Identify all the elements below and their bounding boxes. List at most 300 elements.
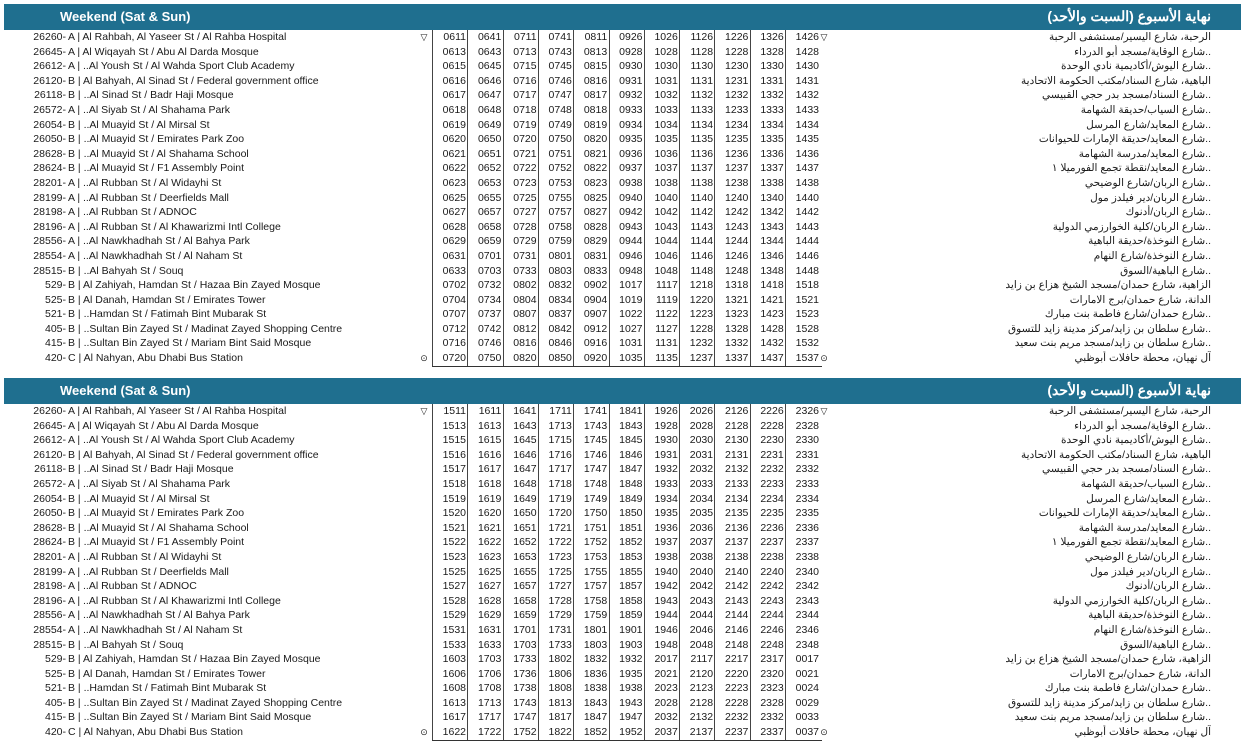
departure-time: 1117 [644, 278, 680, 293]
departure-time: 0616 [432, 74, 468, 89]
stop-name-ar: ..شارع سلطان بن زايد/مسجد مريم بنت سعيد [1014, 711, 1211, 724]
departure-time: 1847 [609, 462, 645, 477]
departure-time: 1643 [503, 419, 539, 434]
departure-times [432, 74, 820, 89]
departure-time: 0801 [538, 249, 574, 264]
departure-time: 0907 [573, 307, 609, 322]
departure-time: 1521 [432, 521, 468, 536]
departure-time: 0816 [503, 336, 539, 351]
stop-name-en: B | ..Sultan Bin Zayed St / Mariam Bint Said Mosque [68, 337, 312, 350]
table-row [4, 161, 1241, 176]
departure-time: 1436 [785, 147, 821, 162]
departure-time: 0759 [538, 234, 574, 249]
departure-time: 1131 [644, 336, 680, 351]
departure-time: 1438 [785, 176, 821, 191]
stop-name-ar: ..شارع السياب/حديقة الشهامة [1080, 103, 1211, 116]
table-row [4, 351, 1241, 366]
departure-time: 1237 [714, 161, 750, 176]
departure-time: 1852 [609, 535, 645, 550]
departure-time: 1721 [538, 521, 574, 536]
departure-time: 2348 [785, 638, 821, 653]
departure-times [432, 322, 820, 337]
stop-name-en: B | ..Al Sinad St / Badr Haji Mosque [68, 463, 234, 476]
departure-time: 1937 [644, 535, 680, 550]
stop-name-en: A | ..Al Nawkhadhah St / Al Naham St [68, 249, 243, 262]
departure-time: 2333 [785, 477, 821, 492]
table-row [4, 59, 1241, 74]
stop-code: 28199- [33, 565, 66, 578]
departure-time: 1859 [609, 608, 645, 623]
departure-time: 1748 [573, 477, 609, 492]
table-row [4, 623, 1241, 638]
departure-time: 1731 [538, 623, 574, 638]
departure-time: 0628 [432, 220, 468, 235]
departure-time: 2028 [679, 419, 715, 434]
table-row [4, 608, 1241, 623]
departure-time: 1648 [503, 477, 539, 492]
departure-time: 1741 [573, 404, 609, 419]
departure-time: 1142 [679, 205, 715, 220]
departure-time: 1855 [609, 565, 645, 580]
departure-time: 1234 [714, 118, 750, 133]
departure-time: 1935 [609, 667, 645, 682]
departure-time: 2023 [644, 681, 680, 696]
departure-time: 2330 [785, 433, 821, 448]
departure-time: 0733 [503, 264, 539, 279]
departure-time: 1743 [573, 419, 609, 434]
stop-name-ar: ..شارع المعايد/شارع المرسل [1086, 492, 1211, 505]
departure-time: 0742 [467, 322, 503, 337]
section-title-ar: نهاية الأسبوع (السبت والأحد) [1047, 8, 1211, 24]
departure-time: 1703 [503, 638, 539, 653]
stop-name-en: B | ..Al Muayid St / Al Shahama School [68, 147, 249, 160]
departure-time: 1749 [573, 492, 609, 507]
departure-time: 1040 [644, 191, 680, 206]
departure-time: 0928 [609, 45, 645, 60]
departure-time: 2044 [679, 608, 715, 623]
departure-time: 1613 [432, 696, 468, 711]
departure-time: 2133 [714, 477, 750, 492]
departure-time: 1715 [538, 433, 574, 448]
departure-time: 1747 [573, 462, 609, 477]
departure-times [432, 220, 820, 235]
departure-time: 1938 [644, 550, 680, 565]
stop-name-ar: الرحبة، شارع اليسير/مستشفى الرحبة [1049, 405, 1211, 417]
stop-name-ar: ..شارع حمدان/شارع فاطمة بنت مبارك [1044, 308, 1211, 321]
departure-time: 2237 [714, 725, 750, 740]
departure-time: 1838 [573, 681, 609, 696]
departure-time: 1237 [679, 351, 715, 366]
departure-time: 0731 [503, 249, 539, 264]
departure-time: 0627 [432, 205, 468, 220]
departure-time: 1736 [503, 667, 539, 682]
departure-time: 2343 [785, 594, 821, 609]
table-row [4, 565, 1241, 580]
departure-time: 0720 [432, 351, 468, 366]
departure-time: 1832 [573, 652, 609, 667]
departure-time: 1623 [467, 550, 503, 565]
stop-name-ar: ..شارع السياب/حديقة الشهامة [1080, 477, 1211, 490]
departure-time: 0815 [573, 59, 609, 74]
departure-time: 1044 [644, 234, 680, 249]
departure-time: 1747 [503, 710, 539, 725]
departure-time: 1228 [679, 322, 715, 337]
departure-time: 0633 [432, 264, 468, 279]
departure-time: 0734 [467, 293, 503, 308]
departure-times [432, 205, 820, 220]
departure-time: 1437 [785, 161, 821, 176]
departure-time: 0647 [467, 88, 503, 103]
departure-time: 0813 [573, 45, 609, 60]
table-row [4, 88, 1241, 103]
departure-time: 2043 [679, 594, 715, 609]
departure-time: 2021 [644, 667, 680, 682]
departure-time: 1119 [644, 293, 680, 308]
departure-time: 2136 [714, 521, 750, 536]
stop-code: 28201- [33, 550, 66, 563]
departure-time: 1122 [644, 307, 680, 322]
departure-time: 1518 [785, 278, 821, 293]
departure-time: 1641 [503, 404, 539, 419]
departure-time: 1127 [644, 322, 680, 337]
stop-name-ar: ..شارع الربان/دير فيلدز مول [1090, 565, 1211, 578]
departure-time: 1242 [714, 205, 750, 220]
departure-time: 2132 [714, 462, 750, 477]
stop-name-en: C | Al Nahyan, Abu Dhabi Bus Station [68, 726, 243, 739]
table-row [4, 667, 1241, 682]
departure-times [432, 147, 820, 162]
departure-time: 2142 [714, 579, 750, 594]
table-row [4, 521, 1241, 536]
stop-name-ar: ..شارع المعايد/نقطة تجمع الفورميلا ١ [1051, 162, 1211, 175]
stop-code: 521- [44, 682, 66, 695]
table-row [4, 264, 1241, 279]
stop-name-ar: ..شارع سلطان بن زايد/مسجد مريم بنت سعيد [1014, 337, 1211, 350]
stop-name-ar: ..شارع المعايد/مدرسة الشهامة [1078, 521, 1211, 534]
departure-time: 1426 [785, 30, 821, 45]
departure-time: 1431 [785, 74, 821, 89]
departure-time: 1620 [467, 506, 503, 521]
stop-code: 28628- [33, 521, 66, 534]
departure-time: 1126 [679, 30, 715, 45]
table-row [4, 492, 1241, 507]
departure-time: 1932 [609, 652, 645, 667]
departure-time: 1606 [432, 667, 468, 682]
departure-time: 1933 [644, 477, 680, 492]
departure-time: 0820 [573, 132, 609, 147]
stop-code: 26260- [33, 31, 66, 43]
departure-time: 0827 [573, 205, 609, 220]
departure-time: 0748 [538, 103, 574, 118]
stop-name-en: A | Al Wiqayah St / Abu Al Darda Mosque [68, 419, 259, 432]
departure-time: 0722 [503, 161, 539, 176]
departure-time: 1343 [750, 220, 786, 235]
departure-time: 2146 [714, 623, 750, 638]
departure-time: 1952 [609, 725, 645, 740]
departure-time: 0831 [573, 249, 609, 264]
departure-time: 2334 [785, 492, 821, 507]
departure-time: 1346 [750, 249, 786, 264]
departure-time: 1720 [538, 506, 574, 521]
departure-time: 1228 [714, 45, 750, 60]
departure-time: 1144 [679, 234, 715, 249]
departure-time: 1132 [679, 88, 715, 103]
stop-name-en: A | ..Al Siyab St / Al Shahama Park [68, 477, 231, 490]
departure-time: 0943 [609, 220, 645, 235]
departure-time: 0745 [538, 59, 574, 74]
departure-time: 0920 [573, 351, 609, 366]
departure-time: 1423 [750, 307, 786, 322]
departure-time: 0930 [609, 59, 645, 74]
stop-code: 26612- [33, 434, 66, 447]
departure-time: 2140 [714, 565, 750, 580]
departure-time: 1235 [714, 132, 750, 147]
departure-times [432, 638, 820, 653]
stop-code: 525- [44, 293, 66, 306]
departure-time: 1803 [573, 638, 609, 653]
departure-time: 1743 [503, 696, 539, 711]
departure-time: 1332 [714, 336, 750, 351]
departure-times [432, 249, 820, 264]
table-row [4, 118, 1241, 133]
departure-time: 2120 [679, 667, 715, 682]
departure-time: 0753 [538, 176, 574, 191]
departure-time: 0916 [573, 336, 609, 351]
departure-time: 0711 [503, 30, 539, 45]
departure-time: 1813 [538, 696, 574, 711]
departure-times [432, 307, 820, 322]
departure-time: 2243 [750, 594, 786, 609]
departure-time: 2035 [679, 506, 715, 521]
table-row [4, 220, 1241, 235]
stop-name-ar: ..شارع الباهية/السوق [1120, 264, 1211, 277]
departure-times [432, 477, 820, 492]
timetable-rows [4, 30, 1241, 366]
stop-name-ar: ..شارع الربان/شارع الوضيحي [1084, 550, 1211, 563]
stop-name-en: A | ..Al Yoush St / Al Wahda Sport Club Academy [68, 60, 295, 73]
departure-time: 0752 [538, 161, 574, 176]
departure-time: 2138 [714, 550, 750, 565]
departure-time: 1130 [679, 59, 715, 74]
departure-time: 2135 [714, 506, 750, 521]
departure-time: 0650 [467, 132, 503, 147]
stop-name-en: B | Al Bahyah, Al Sinad St / Federal government office [68, 448, 319, 461]
departure-time: 0751 [538, 147, 574, 162]
stop-code: 405- [44, 322, 66, 335]
stop-code: 28554- [33, 623, 66, 636]
departure-time: 0817 [573, 88, 609, 103]
departure-time: 2234 [750, 492, 786, 507]
stop-name-en: A | ..Al Rubban St / ADNOC [68, 580, 197, 593]
departure-time: 1443 [785, 220, 821, 235]
departure-time: 0659 [467, 234, 503, 249]
departure-time: 1723 [538, 550, 574, 565]
stop-code: 26050- [33, 133, 66, 146]
departure-time: 2331 [785, 448, 821, 463]
departure-time: 1728 [538, 594, 574, 609]
departure-time: 1713 [467, 696, 503, 711]
departure-time: 2228 [714, 696, 750, 711]
departure-time: 1042 [644, 205, 680, 220]
departure-time: 1930 [644, 433, 680, 448]
departure-time: 0715 [503, 59, 539, 74]
departure-time: 2323 [750, 681, 786, 696]
departure-time: 1321 [714, 293, 750, 308]
stop-name-ar: الرحبة، شارع اليسير/مستشفى الرحبة [1049, 31, 1211, 43]
departure-time: 0620 [432, 132, 468, 147]
departure-time: 0618 [432, 103, 468, 118]
stop-name-ar: الزاهية، شارع حمدان/مسجد الشيخ هزاع بن زايد [1005, 279, 1211, 292]
departure-time: 1857 [609, 579, 645, 594]
departure-time: 1936 [644, 521, 680, 536]
stop-name-ar: ..شارع سلطان بن زايد/مركز مدينة زايد للتسوق [1008, 696, 1211, 709]
stop-name-en: A | Al Wiqayah St / Abu Al Darda Mosque [68, 45, 259, 58]
section-title-en: Weekend (Sat & Sun) [60, 9, 191, 24]
stop-code: 28196- [33, 594, 66, 607]
departure-time: 1745 [573, 433, 609, 448]
departure-time: 1649 [503, 492, 539, 507]
departure-time: 1657 [503, 579, 539, 594]
stop-name-en: A | ..Al Rubban St / Deerfields Mall [68, 565, 229, 578]
start-marker-icon: ⊙ [420, 727, 428, 738]
departure-time: 0829 [573, 234, 609, 249]
stop-name-ar: ..شارع الربان/أدنوك [1125, 580, 1211, 593]
departure-time: 1847 [573, 710, 609, 725]
departure-time: 1517 [432, 462, 468, 477]
departure-time: 0934 [609, 118, 645, 133]
departure-time: 1223 [679, 307, 715, 322]
departure-time: 0825 [573, 191, 609, 206]
departure-time: 2232 [714, 710, 750, 725]
table-row [4, 74, 1241, 89]
departure-time: 2042 [679, 579, 715, 594]
departure-time: 0936 [609, 147, 645, 162]
departure-time: 1752 [573, 535, 609, 550]
departure-time: 1716 [538, 448, 574, 463]
stop-code: 26054- [33, 492, 66, 505]
departure-time: 1043 [644, 220, 680, 235]
departure-time: 0721 [503, 147, 539, 162]
departure-time: 1140 [679, 191, 715, 206]
departure-time: 1246 [714, 249, 750, 264]
departure-time: 1046 [644, 249, 680, 264]
departure-times [432, 191, 820, 206]
departure-time: 0657 [467, 205, 503, 220]
departure-time: 1519 [432, 492, 468, 507]
departure-time: 0750 [467, 351, 503, 366]
departure-time: 1532 [785, 336, 821, 351]
departure-time: 2032 [644, 710, 680, 725]
stop-name-en: B | ..Al Muayid St / Al Mirsal St [68, 492, 210, 505]
departure-time: 1337 [714, 351, 750, 366]
stop-code: 28201- [33, 176, 66, 189]
departure-times [432, 404, 820, 419]
departure-time: 0617 [432, 88, 468, 103]
departure-time: 2332 [750, 710, 786, 725]
departure-time: 1617 [432, 710, 468, 725]
departure-time: 0931 [609, 74, 645, 89]
departure-times [432, 462, 820, 477]
table-row [4, 710, 1241, 725]
departure-time: 2340 [785, 565, 821, 580]
departure-times [432, 176, 820, 191]
stop-name-en: B | ..Al Bahyah St / Souq [68, 264, 184, 277]
departure-time: 2123 [679, 681, 715, 696]
stop-name-en: B | Al Danah, Hamdan St / Emirates Tower [68, 293, 266, 306]
departure-time: 1528 [785, 322, 821, 337]
timetable-section-2 [4, 378, 1241, 740]
stop-name-en: A | ..Al Rubban St / ADNOC [68, 206, 197, 219]
end-marker-icon: ⊙ [820, 727, 828, 738]
departure-time: 1701 [503, 623, 539, 638]
departure-time: 0904 [573, 293, 609, 308]
departure-times [432, 550, 820, 565]
departure-time: 0741 [538, 30, 574, 45]
departure-time: 2117 [679, 652, 715, 667]
departure-time: 1525 [432, 565, 468, 580]
departure-time: 1135 [644, 351, 680, 366]
departure-time: 0613 [432, 45, 468, 60]
stop-code: 529- [44, 279, 66, 292]
departure-time: 1753 [573, 550, 609, 565]
departure-time: 0717 [503, 88, 539, 103]
departure-time: 1038 [644, 176, 680, 191]
departure-time: 1515 [432, 433, 468, 448]
departure-time: 0716 [503, 74, 539, 89]
departure-time: 1946 [644, 623, 680, 638]
departure-time: 1533 [432, 638, 468, 653]
departure-time: 2037 [644, 725, 680, 740]
departure-time: 0833 [573, 264, 609, 279]
departure-time: 0850 [538, 351, 574, 366]
departure-time: 2028 [644, 696, 680, 711]
stop-code: 26572- [33, 477, 66, 490]
table-row [4, 30, 1241, 45]
departure-time: 0746 [538, 74, 574, 89]
table-row [4, 322, 1241, 337]
departure-time: 1030 [644, 59, 680, 74]
departure-time: 1706 [467, 667, 503, 682]
departure-time: 1751 [573, 521, 609, 536]
departure-time: 1647 [503, 462, 539, 477]
departure-time: 1651 [503, 521, 539, 536]
stop-code: 28198- [33, 206, 66, 219]
departure-time: 0631 [432, 249, 468, 264]
departure-time: 1758 [573, 594, 609, 609]
departure-time: 1849 [609, 492, 645, 507]
departure-time: 0712 [432, 322, 468, 337]
stop-code: 28624- [33, 162, 66, 175]
departure-time: 1738 [503, 681, 539, 696]
departure-time: 1226 [714, 30, 750, 45]
departure-time: 2337 [750, 725, 786, 740]
departure-time: 1529 [432, 608, 468, 623]
start-marker-icon: ⊙ [420, 353, 428, 364]
departure-time: 1333 [750, 103, 786, 118]
departure-time: 1725 [538, 565, 574, 580]
departure-time: 1722 [467, 725, 503, 740]
departure-time: 0942 [609, 205, 645, 220]
table-row [4, 278, 1241, 293]
departure-time: 1520 [432, 506, 468, 521]
departure-time: 1711 [538, 404, 574, 419]
departure-time: 1318 [714, 278, 750, 293]
departure-time: 1646 [503, 448, 539, 463]
stop-name-en: A | ..Al Nawkhadhah St / Al Bahya Park [68, 235, 250, 248]
departure-time: 0649 [467, 118, 503, 133]
stop-name-en: B | ..Al Muayid St / F1 Assembly Point [68, 162, 245, 175]
stop-name-en: A | Al Rahbah, Al Yaseer St / Al Rahba Hospital [68, 405, 287, 417]
